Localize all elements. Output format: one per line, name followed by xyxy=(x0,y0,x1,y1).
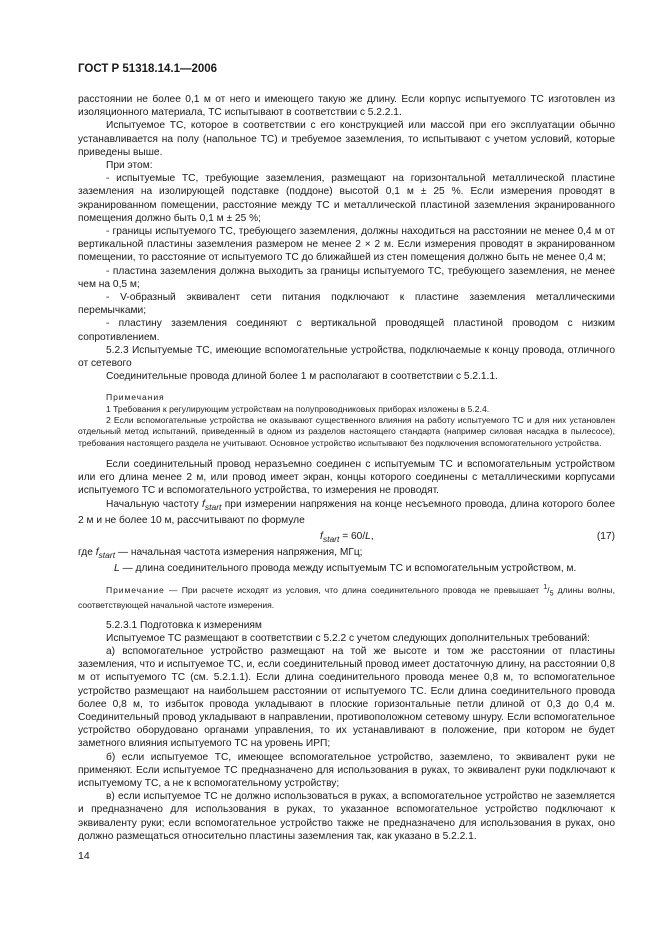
standard-header: ГОСТ Р 51318.14.1—2006 xyxy=(78,63,218,75)
notes-title: Примечания xyxy=(106,392,165,403)
list-item: б) если испытуемое ТС, имеющее вспомогательное устройство, заземлено, то эквивалент руки не применяют. Если испытуемое ТС предназначено для использования в руках, то эквивалент руки подключают к испытуемому ТС, а не к вспомогательному устройству; xyxy=(78,751,615,790)
clause-heading: 5.2.3.1 Подготовка к измерениям xyxy=(106,619,262,631)
list-item: - испытуемые ТС, требующие заземления, размещают на горизонтальной металлической пластине заземления на изолирующей подставке (поддоне) высотой 0,1 м ± 25 %. Если измерения проводят в экранированном помещении, расстояние между ТС и металлической пластиной заземления экранированного помещения должно быть 0,1 м ± 25 %; xyxy=(78,173,615,224)
definition: L — длина соединительного провода между испытуемым ТС и вспомогательным устройством, м. xyxy=(114,563,577,575)
paragraph: При этом: xyxy=(106,160,153,172)
paragraph: Испытуемое ТС размещают в соответствии с 5.2.2 с учетом следующих дополнительных требований: xyxy=(106,632,590,644)
paragraph: Начальную частоту $f_{start}$ при измерении напряжения на конце несъемного провода, длина которого более 2 м и не более 10 м, рассчитывают по формуле xyxy=(78,498,616,526)
list-item: в) если испытуемое ТС не должно использоваться в руках, а вспомогательное устройство не заземляется и предназначено для использования в руках, то указанное вспомогательное устройство подключают к эквиваленту руки; если вспомогательное устройство также не предназначено для использования в руках, оно должно размещаться относительно пластины заземления так, как указано в 5.2.2.1. xyxy=(78,791,615,842)
clause-heading: 5.2.3 Испытуемые ТС, имеющие вспомогательные устройства, подключаемые к концу провода, отличного от сетевого xyxy=(78,344,615,370)
list-item: - границы испытуемого ТС, требующего заземления, должны находиться на расстоянии не менее 0,4 м от вертикальной пластины заземления размером не менее 2 × 2 м. Если измерения проводят в экранированном помещении, то расстояние от испытуемого ТС до ближайшей из стен помещения должно быть не менее 0,4 м; xyxy=(78,226,615,264)
page-number: 14 xyxy=(78,850,90,862)
paragraph: Испытуемое ТС, которое в соответствии с его конструкцией или массой при его эксплуатации обычно устанавливается на полу (напольное ТС) и требуемое заземления, то испытывают с учетом условий, которые приведены выше. xyxy=(78,120,615,158)
note-item: 2 Если вспомогательные устройства не оказывают существенного влияния на работу испытуемого ТС и для них установлен отдельный метод испытаний, приведенный в одном из разделов настоящего стандарта (например силовая насадка в пылесосе), требования настоящего раздела не учитывают. Основное устройство испытывают без подключения вспомогательного устройства. xyxy=(78,415,615,448)
paragraph: Если соединительный провод неразъемно соединен с испытуемым ТС и вспомогательным устройством или его длина менее 2 м, или провод имеет экран, концы которого соединены с металлическими корпусами испытуемого ТС и вспомогательного устройства, то измерения не проводят. xyxy=(78,458,615,497)
formula-number: (17) xyxy=(596,531,615,542)
list-item: а) вспомогательное устройство размещают на той же высоте и том же расстоянии от пластины заземления, что и испытуемое ТС, и, если соединительный провод имеет достаточную длину, на расстоянии 0,8 м от испытуемого ТС (см. 5.2.1.1). Если длина соединительного провода менее 0,8 м, то вспомогательное устройство размещают на наибольшем расстоянии от испытуемого ТС. Если длина соединительного провода более 0,8 м, то избыток провода укладывают в плоские горизонтальные петли длиной от 0,3 до 0,4 м. Соединительный провод укладывают в направлении, противоположном сетевому шнуру. Если вспомогательное устройство оборудовано органами управления, то их устанавливают в положение, при котором не будет заметного влияния испытуемого ТС на уровень ИРП; xyxy=(78,646,615,750)
list-item: - V-образный эквивалент сети питания подключают к пластине заземления металлическими перемычками; xyxy=(78,292,615,317)
list-item: - пластину заземления соединяют с вертикальной проводящей пластиной проводом с низким сопротивлением. xyxy=(78,318,615,343)
note: Примечание — При расчете исходят из условия, что длина соединительного провода не превышает $^1/_5$ длины волны, соответствующей начальной частоте измерения. xyxy=(78,584,615,611)
paragraph: Соединительные провода длиной более 1 м располагают в соответствии с 5.2.1.1. xyxy=(106,371,498,383)
document-body xyxy=(78,93,615,843)
paragraph: расстоянии не более 0,1 м от него и имеющего такую же длину. Если корпус испытуемого ТС изготовлен из изоляционного материала, ТС испытывают в соответствии с 5.2.2.1. xyxy=(78,94,615,119)
note-item: 1 Требования к регулирующим устройствам на полупроводниковых приборах изложены в 5.2.4. xyxy=(106,403,490,414)
formula-expression: $f_{start} = 60/L$, xyxy=(320,531,374,545)
formula xyxy=(78,527,615,546)
list-item: - пластина заземления должна выходить за границы испытуемого ТС, требующего заземления, не менее чем на 0,5 м; xyxy=(78,265,615,290)
definition: где $f_{start}$ — начальная частота измерения напряжения, МГц; xyxy=(78,547,363,561)
